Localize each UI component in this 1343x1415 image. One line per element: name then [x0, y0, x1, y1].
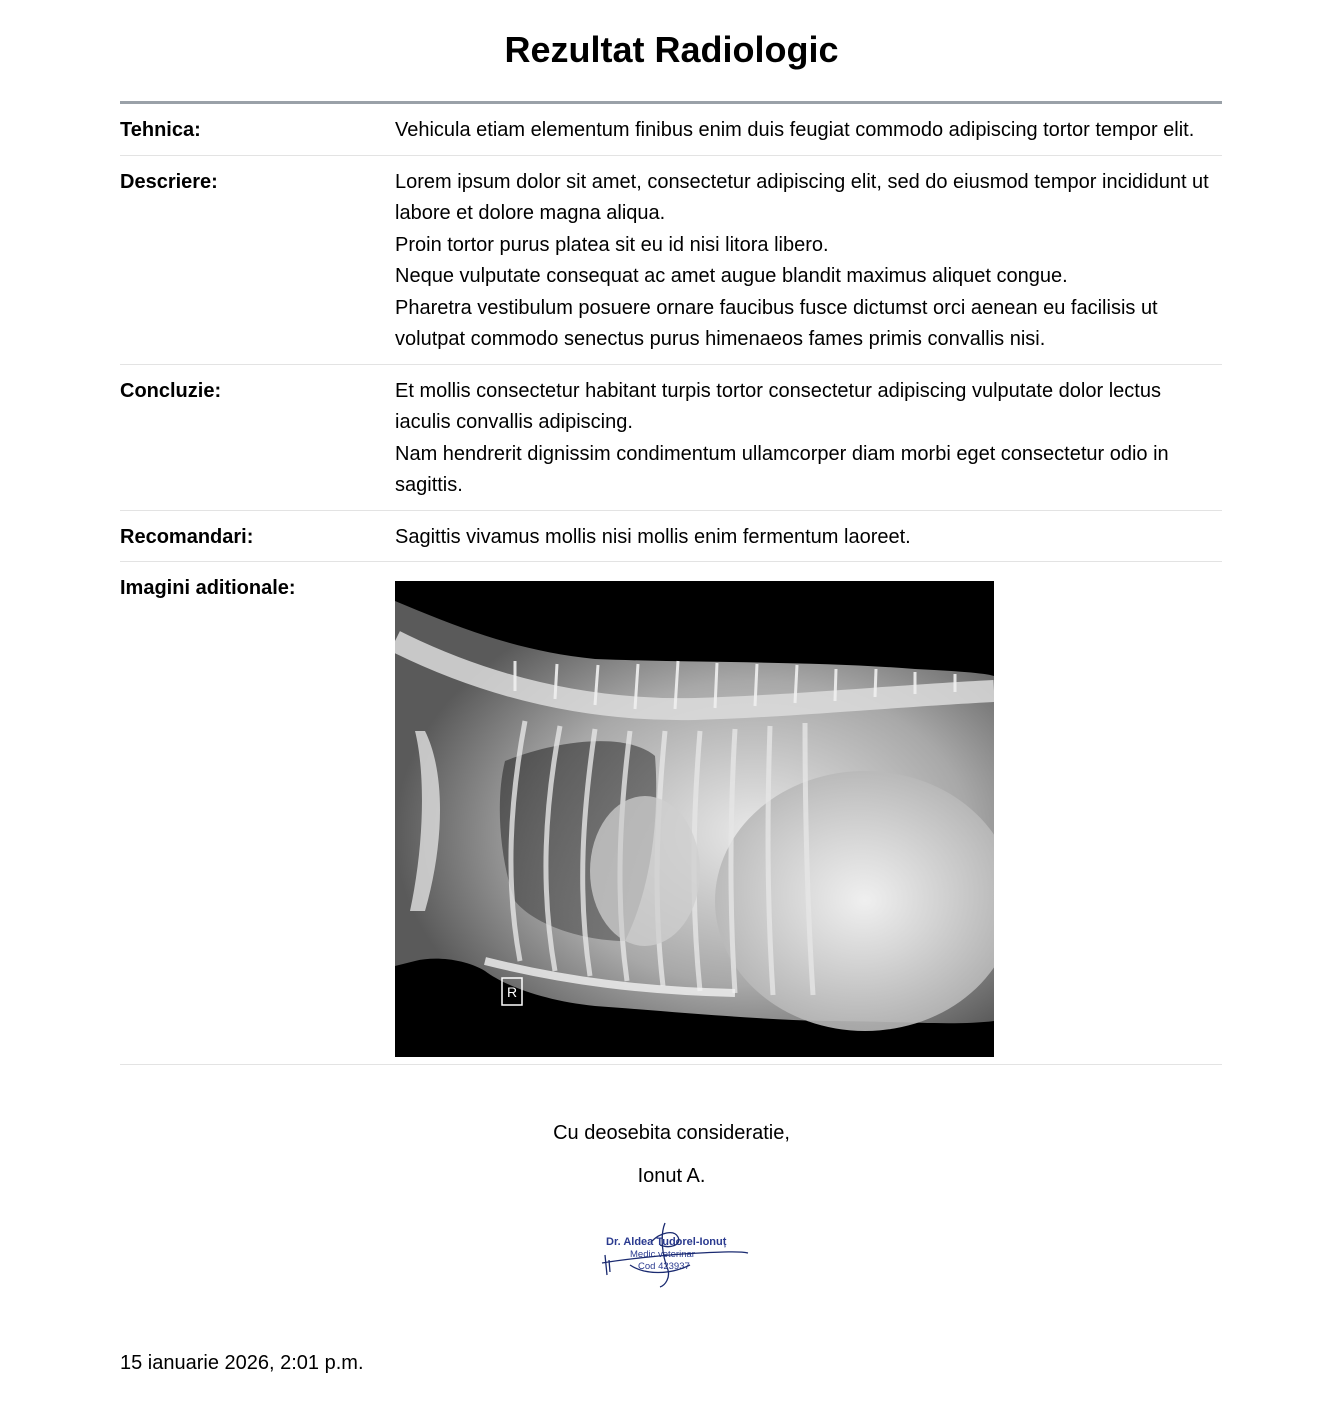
- stamp-role: Medic veterinar: [630, 1249, 695, 1260]
- signature-stamp: [590, 1215, 755, 1295]
- label-recomandari: Recomandari:: [120, 525, 254, 548]
- descriere-line: Pharetra vestibulum posuere ornare faucibus fusce dictumst orci aenean eu facilisis ut volutpat commodo senectus purus himenaeos fames primis convallis nisi.: [395, 296, 1158, 350]
- row-recomandari: [120, 511, 1222, 563]
- value-recomandari: [395, 522, 1222, 554]
- concluzie-line: Nam hendrerit dignissim condimentum ullamcorper diam morbi eget consectetur odio in sagittis.: [395, 442, 1169, 496]
- concluzie-line: Et mollis consectetur habitant turpis tortor consectetur adipiscing vulputate dolor lectus iaculis convallis adipiscing.: [395, 379, 1161, 433]
- row-descriere: [120, 156, 1222, 365]
- recomandari-line: Sagittis vivamus mollis nisi mollis enim fermentum laoreet.: [395, 525, 911, 548]
- closing-salutation: Cu deosebita consideratie,: [553, 1122, 790, 1144]
- descriere-line: Lorem ipsum dolor sit amet, consectetur adipiscing elit, sed do eiusmod tempor incididunt ut labore et dolore magna aliqua.: [395, 170, 1209, 224]
- report-date: 15 ianuarie 2026, 2:01 p.m.: [120, 1352, 364, 1374]
- stamp-code: Cod 423937: [638, 1261, 690, 1272]
- page-title: Rezultat Radiologic: [504, 29, 839, 70]
- signer-name: Ionut A.: [637, 1165, 706, 1187]
- row-imagini: [120, 562, 1222, 1065]
- xray-image[interactable]: [395, 581, 994, 1057]
- value-tehnica: [395, 115, 1222, 147]
- stamp-name: Dr. Aldea Tudorel-Ionuț: [606, 1236, 727, 1248]
- xray-marker-label: R: [506, 984, 518, 1000]
- value-imagini: [395, 573, 1222, 1057]
- value-concluzie: [395, 376, 1222, 502]
- value-descriere: [395, 167, 1222, 356]
- descriere-line: Proin tortor purus platea sit eu id nisi litora libero.: [395, 233, 829, 256]
- descriere-line: Neque vulputate consequat ac amet augue blandit maximus aliquet congue.: [395, 265, 1068, 287]
- label-descriere: Descriere:: [120, 170, 218, 193]
- row-tehnica: [120, 104, 1222, 156]
- label-tehnica: Tehnica:: [120, 119, 201, 141]
- row-concluzie: [120, 365, 1222, 511]
- label-imagini: Imagini aditionale:: [120, 577, 296, 599]
- signature-scribble: [602, 1223, 748, 1287]
- report-table: [120, 101, 1222, 1065]
- label-concluzie: Concluzie:: [120, 379, 222, 402]
- tehnica-line: Vehicula etiam elementum finibus enim duis feugiat commodo adipiscing tortor tempor elit.: [395, 119, 1195, 141]
